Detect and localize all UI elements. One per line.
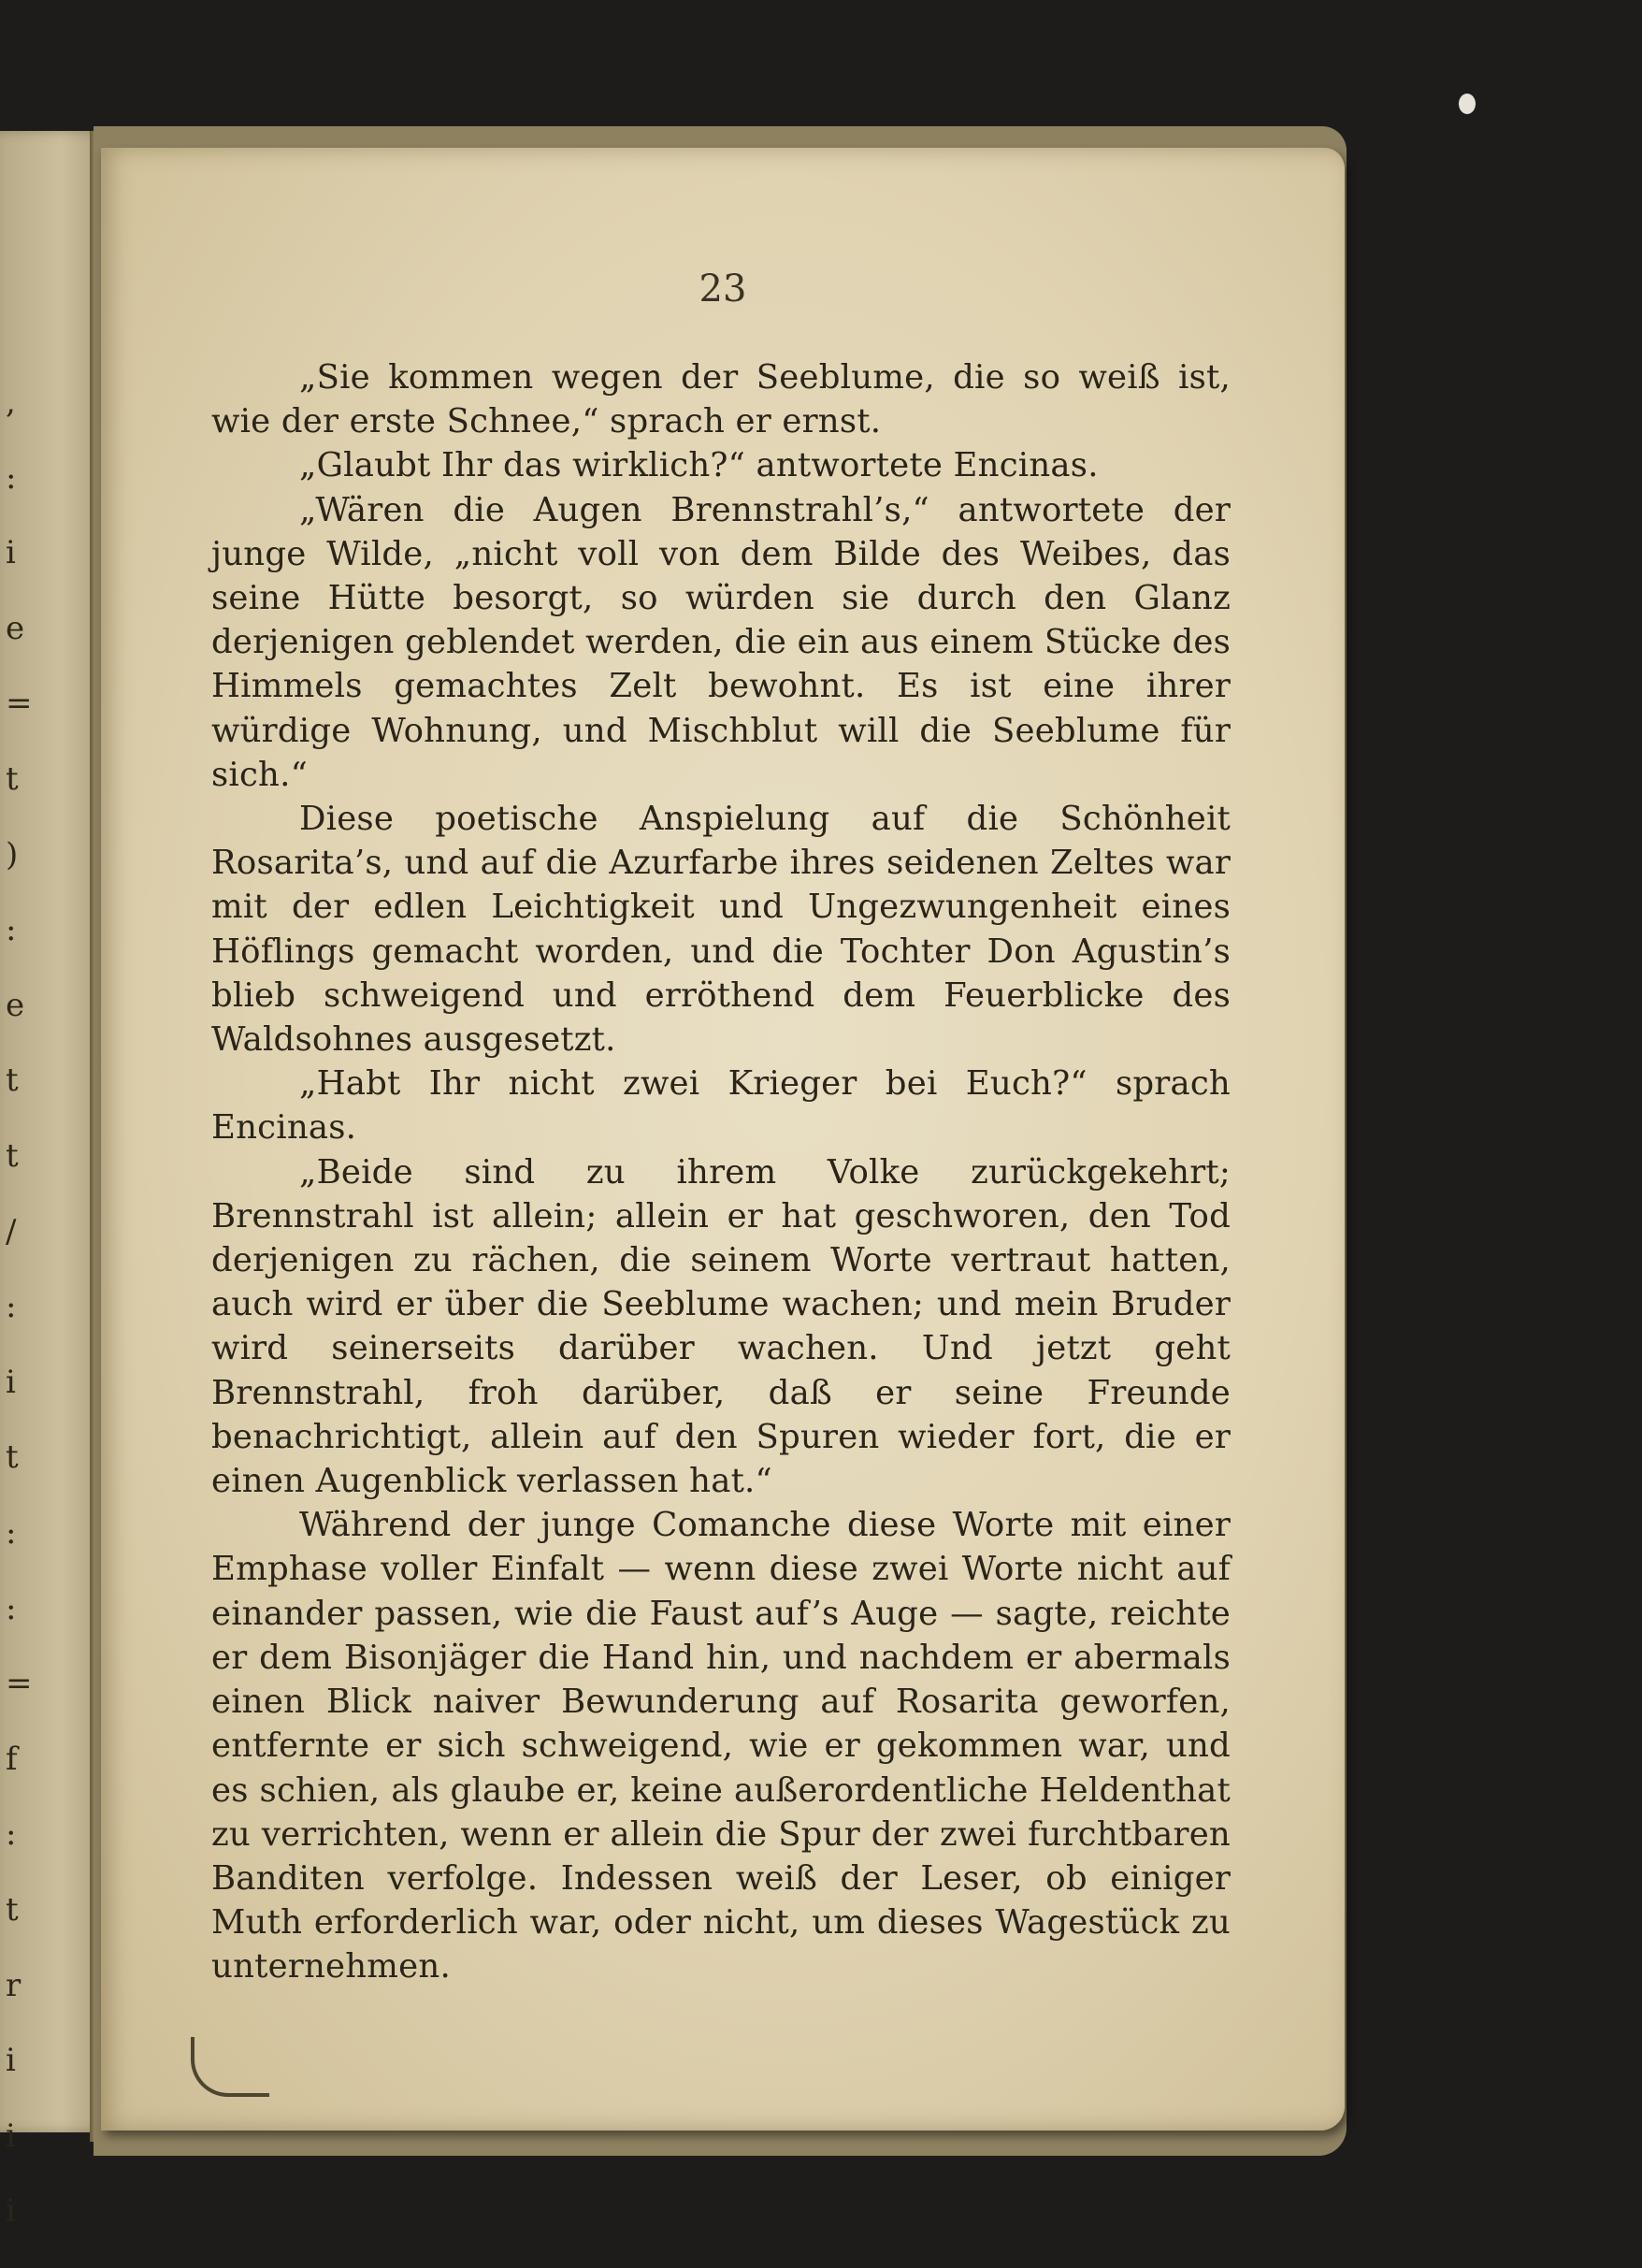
book-page xyxy=(101,148,1345,2131)
previous-page-fragment: i xyxy=(6,2042,16,2080)
previous-page-fragment: r xyxy=(6,1966,22,2004)
ink-smudge xyxy=(191,2037,269,2097)
paragraph: „Wären die Augen Brennstrahl’s,“ antwortete der junge Wilde, „nicht voll von dem Bilde des Weibes, das seine Hütte besorgt, so würden sie durch den Glanz derjenigen geblendet werden, die ein aus einem Stücke des Himmels gemachtes Zelt bewohnt. Es ist eine ihrer würdige Wohnung, und Mischblut will die Seeblume für sich.“ xyxy=(211,490,1231,794)
paragraph: Während der junge Comanche diese Worte mit einer Emphase voller Einfalt — wenn diese zwei Worte nicht auf einander passen, wie die Faust auf’s Auge — sagte, reichte er dem Bisonjäger die Hand hin, und nachdem er abermals einen Blick naiver Bewunderung auf Rosarita geworfen, entfernte er sich schweigend, wie er gekommen war, und es schien, als glaube er, keine außerordentliche Heldenthat zu verrichten, wenn er allein die Spur der zwei furchtbaren Banditen verfolge. Indessen weiß der Leser, ob einiger Muth erforderlich war, oder nicht, um dieses Wagestück zu unternehmen. xyxy=(211,1506,1231,1986)
previous-page-fragment: : xyxy=(6,1815,17,1854)
previous-page-fragment: e xyxy=(6,609,25,647)
previous-page-fragment: : xyxy=(6,1514,17,1552)
previous-page-fragment: i xyxy=(6,1363,16,1401)
page-body-text xyxy=(211,355,1231,1989)
paragraph: „Beide sind zu ihrem Volke zurückgekehrt; Brennstrahl ist allein; allein er hat geschworen, den Tod derjenigen zu rächen, die seinem Worte vertraut hatten, auch wird er über die Seeblume wachen; und mein Bruder wird seinerseits darüber wachen. Und jetzt geht Brennstrahl, froh darüber, daß er seine Freunde benachrichtigt, allein auf den Spuren wieder fort, die er einen Augenblick verlassen hat.“ xyxy=(211,1152,1231,1501)
previous-page-fragment: e xyxy=(6,986,25,1024)
previous-page-fragment: / xyxy=(6,1212,17,1250)
paragraph: „Sie kommen wegen der Seeblume, die so weiß ist, wie der erste Schnee,“ sprach er ernst. xyxy=(211,358,1231,441)
previous-page-fragment: : xyxy=(6,1288,17,1326)
previous-page-fragment: i xyxy=(6,2116,16,2155)
previous-page-fragment: t xyxy=(6,1137,19,1175)
previous-page-fragment: f xyxy=(6,1740,18,1778)
previous-page-fragment: : xyxy=(6,458,17,497)
paragraph: „Habt Ihr nicht zwei Krieger bei Euch?“ sprach Encinas. xyxy=(211,1064,1231,1148)
previous-page-fragment: i xyxy=(6,534,16,572)
dust-speck xyxy=(1459,94,1476,114)
previous-page-fragment: ) xyxy=(6,835,19,874)
previous-page-fragment: t xyxy=(6,1891,19,1929)
previous-page-fragment: t xyxy=(6,1438,19,1477)
previous-page-fragment: = xyxy=(6,685,33,723)
paragraph: „Glaubt Ihr das wirklich?“ antwortete Encinas. xyxy=(299,446,1099,485)
previous-page-fragment: : xyxy=(6,1589,17,1627)
previous-page-fragment: : xyxy=(6,911,17,949)
previous-page-fragment: t xyxy=(6,1062,19,1100)
paragraph: Diese poetische Anspielung auf die Schönheit Rosarita’s, und auf die Azurfarbe ihres seidenen Zeltes war mit der edlen Leichtigkeit und Ungezwungenheit eines Höflings gemacht worden, und die Tochter Don Agustin’s blieb schweigend und erröthend dem Feuerblicke des Waldsohnes ausgesetzt. xyxy=(211,800,1231,1060)
previous-page-fragment: , xyxy=(6,383,16,421)
previous-page-fragment: i xyxy=(6,2192,16,2231)
previous-page-fragment: = xyxy=(6,1665,33,1703)
page-number: 23 xyxy=(699,267,747,311)
previous-page-fragment: t xyxy=(6,760,19,798)
